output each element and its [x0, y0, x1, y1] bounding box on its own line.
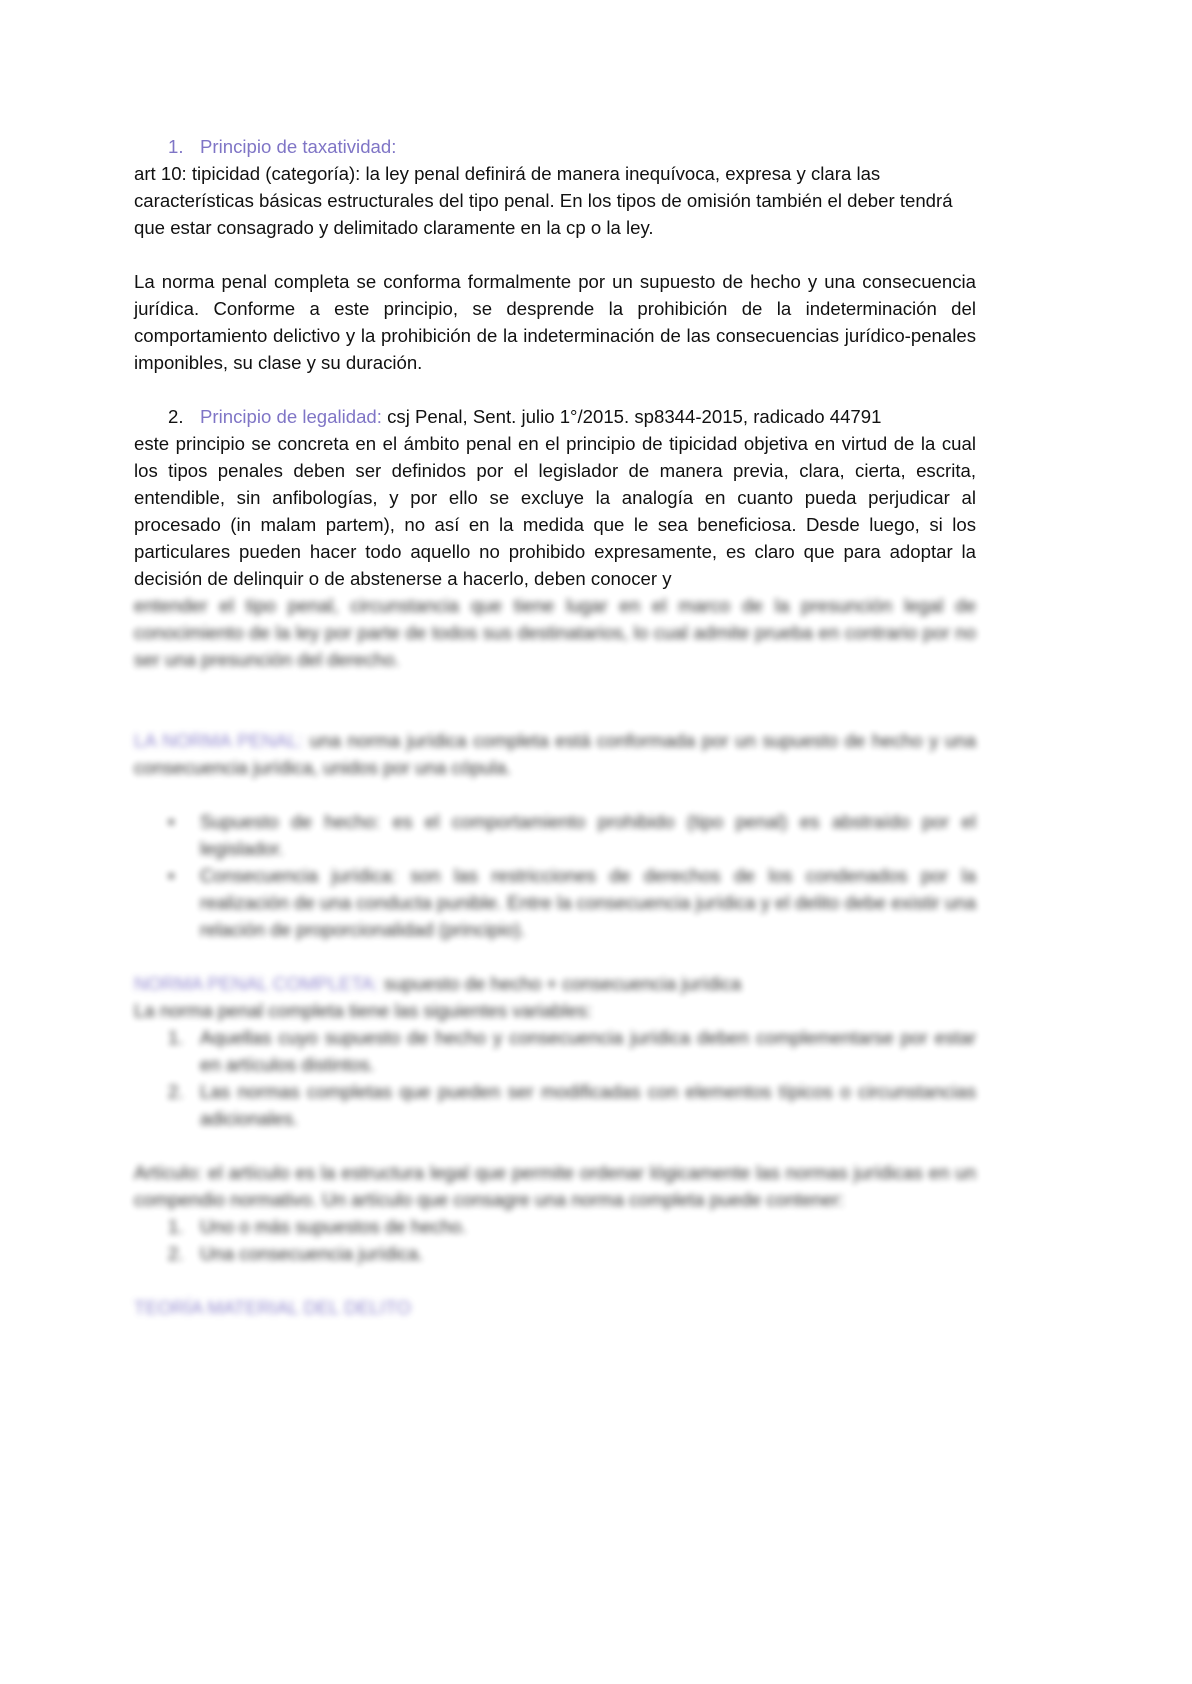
list-item [134, 1213, 976, 1240]
list-text: Aquellas cuyo supuesto de hecho y consecuencia jurídica deben complementarse por estar en artículos distintos. [200, 1027, 976, 1075]
bullet-item [134, 808, 976, 862]
bullet-icon: • [168, 865, 175, 886]
heading-norma-penal-completa: NORMA PENAL COMPLETA: [134, 973, 379, 994]
heading-reference: csj Penal, Sent. julio 1°/2015. sp8344-2015, radicado 44791 [381, 406, 882, 427]
bullet-icon: • [168, 811, 175, 832]
heading-text: Principio de taxatividad: [200, 136, 397, 157]
blurred-content [134, 592, 976, 1321]
heading-teoria-material: TEORÍA MATERIAL DEL DELITO [134, 1297, 411, 1318]
norma-text: una norma jurídica completa está conformada por un supuesto de hecho y una consecuencia jurídica, unidos por una cópula. [134, 730, 976, 778]
heading-legalidad [134, 403, 976, 430]
heading-la-norma-penal: LA NORMA PENAL: [134, 730, 304, 751]
list-item [134, 1024, 976, 1078]
paragraph-la-norma-penal [134, 727, 976, 781]
list-number: 2. [168, 1081, 184, 1102]
list-item [134, 1240, 976, 1267]
heading-text: Principio de legalidad: [200, 406, 382, 427]
completa-text: supuesto de hecho + consecuencia jurídica [378, 973, 742, 994]
list-text: Una consecuencia jurídica. [200, 1243, 424, 1264]
paragraph-legalidad: este principio se concreta en el ámbito penal en el principio de tipicidad objetiva en virtud de la cual los tipos penales deben ser definidos por el legislador de manera previa, clara, cierta, escrita, entendible, sin anfibologías, y por ello se excluye la analogía en cuanto pueda perjudicar al procesado (in malam partem), no así en la medida que le sea beneficiosa. Desde luego, si los particulares pueden hacer todo aquello no prohibido expresamente, es claro que para adoptar la decisión de delinquir o de abstenerse a hacerlo, deben conocer y [134, 433, 976, 589]
bullet-item [134, 862, 976, 943]
document-page [134, 133, 976, 1321]
bullet-text: Supuesto de hecho: es el comportamiento prohibido (tipo penal) es abstraído por el legislador. [200, 811, 976, 859]
paragraph-norma-completa: La norma penal completa se conforma formalmente por un supuesto de hecho y una consecuencia jurídica. Conforme a este principio, se desprende la prohibición de la indeterminación del comportamiento delictivo y la prohibición de la indeterminación de las consecuencias jurídico-penales imponibles, su clase y su duración. [134, 271, 976, 373]
paragraph-legalidad-cont: entender el tipo penal, circunstancia que tiene lugar en el marco de la presunción legal de conocimiento de la ley por parte de todos sus destinatarios, lo cual admite prueba en contrario por no ser una presunción del derecho. [134, 595, 976, 670]
completa-intro: La norma penal completa tiene las siguientes variables: [134, 1000, 592, 1021]
paragraph-norma-penal-completa [134, 970, 976, 997]
paragraph-art10: art 10: tipicidad (categoría): la ley penal definirá de manera inequívoca, expresa y clara las características básicas estructurales del tipo penal. En los tipos de omisión también el deber tendrá que estar consagrado y delimitado claramente en la cp o la ley. [134, 163, 953, 238]
bullet-text: Consecuencia jurídica: son las restricciones de derechos de los condenados por la realización de una conducta punible. Entre la consecuencia jurídica y el delito debe existir una relación de proporcionalidad (principio). [200, 865, 976, 940]
list-text: Las normas completas que pueden ser modificadas con elementos típicos o circunstancias adicionales. [200, 1081, 976, 1129]
list-number: 1. [168, 1216, 184, 1237]
list-number: 2. [168, 1243, 184, 1264]
paragraph-articulo: Artículo: el artículo es la estructura legal que permite ordenar lógicamente las normas jurídicas en un compendio normativo. Un artículo que consagre una norma completa puede contener: [134, 1162, 976, 1210]
list-text: Uno o más supuestos de hecho. [200, 1216, 467, 1237]
list-number: 2. [168, 406, 184, 427]
heading-taxatividad [134, 133, 976, 160]
list-number: 1. [168, 1027, 184, 1048]
list-item [134, 1078, 976, 1132]
list-number: 1. [168, 136, 184, 157]
